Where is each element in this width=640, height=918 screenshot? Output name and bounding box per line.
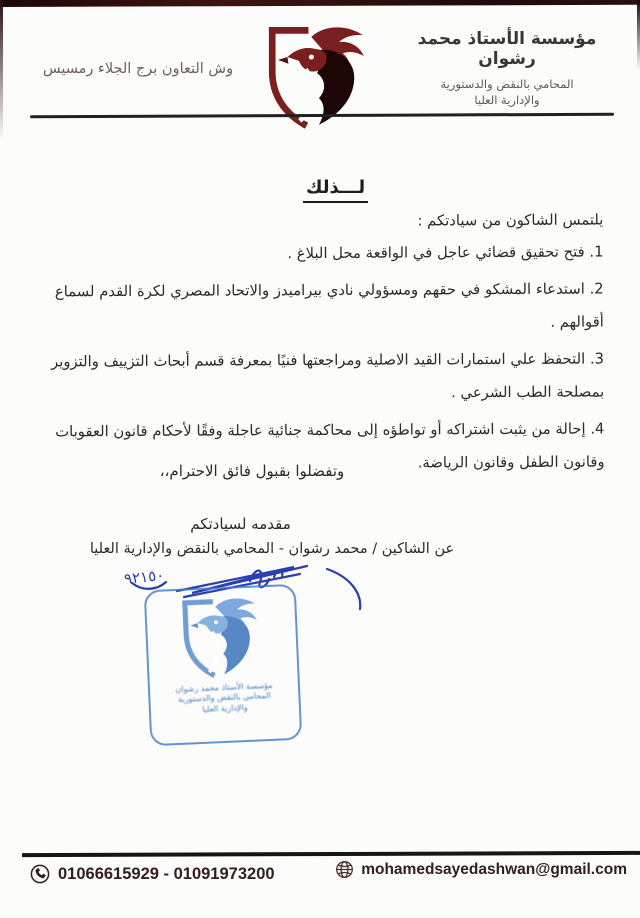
phone-icon: [30, 864, 50, 884]
footer-divider: [22, 851, 640, 857]
footer-phone-block: [30, 864, 275, 884]
firm-stamp: [144, 584, 303, 746]
signature-digits: ٩٢١٥٠: [123, 565, 166, 589]
footer-email-address: mohamedsayedashwan@gmail.com: [361, 860, 627, 878]
footer-email-block: [335, 860, 627, 879]
globe-icon: [335, 860, 354, 879]
request-item-2: 2. استدعاء المشكو في حقهم ومسؤولي نادي بيراميدز والاتحاد المصري لكرة القدم لسماع أقوالهم .: [54, 280, 604, 331]
firm-name: مؤسسة الأستاذ محمد رشوان: [417, 29, 597, 69]
eagle-shield-logo-icon: [256, 20, 380, 138]
request-item-1: 1. فتح تحقيق قضائي عاجل في الواقعة محل البلاغ .: [287, 243, 604, 263]
firm-subtitle-2: والإدارية العليا: [474, 92, 540, 107]
presented-by-line: عن الشاكين / محمد رشوان - المحامي بالنقض والإدارية العليا: [89, 541, 455, 557]
presented-label: مقدمه لسيادتكم: [190, 515, 291, 533]
firm-subtitle: المحامي بالنقض والدستورية: [440, 77, 574, 91]
closing-salutation: وتفضلوا بقبول فائق الاحترام،،: [159, 462, 345, 480]
intro-line: يلتمس الشاكون من سيادتكم :: [417, 211, 604, 230]
letterhead-firm-block: [388, 29, 626, 108]
letter-body: [31, 212, 604, 486]
footer-phone-numbers: 01066615929 - 01091973200: [58, 864, 275, 883]
scan-top-edge: [0, 0, 640, 7]
firm-address: وش التعاون برج الجلاء رمسيس: [42, 61, 234, 77]
document-title: لـــذلك: [303, 177, 368, 203]
request-item-3: 3. التحفظ علي استمارات القيد الاصلية ومراجعتها فنيًا بمعرفة قسم أبحاث التزييف والتزوير بمصلحة الطب الشرعي .: [51, 350, 605, 402]
stamp-text-line-2: المحامي بالنقض والدستورية: [177, 691, 271, 705]
stamp-eagle-shield-icon: [172, 592, 272, 686]
stamp-text-line-3: والإدارية العليا: [202, 702, 248, 714]
request-item-4: 4. إحالة من يثبت اشتراكه أو تواطؤه إلى محاكمة جنائية عاجلة وفقًا لأحكام قانون العقوبات وقانون الطفل وقانون الرياضة.: [55, 420, 605, 472]
stamp-text-line-1: مؤسسة الأستاذ محمد رشوان: [175, 680, 273, 695]
scan-left-edge: [0, 0, 3, 140]
